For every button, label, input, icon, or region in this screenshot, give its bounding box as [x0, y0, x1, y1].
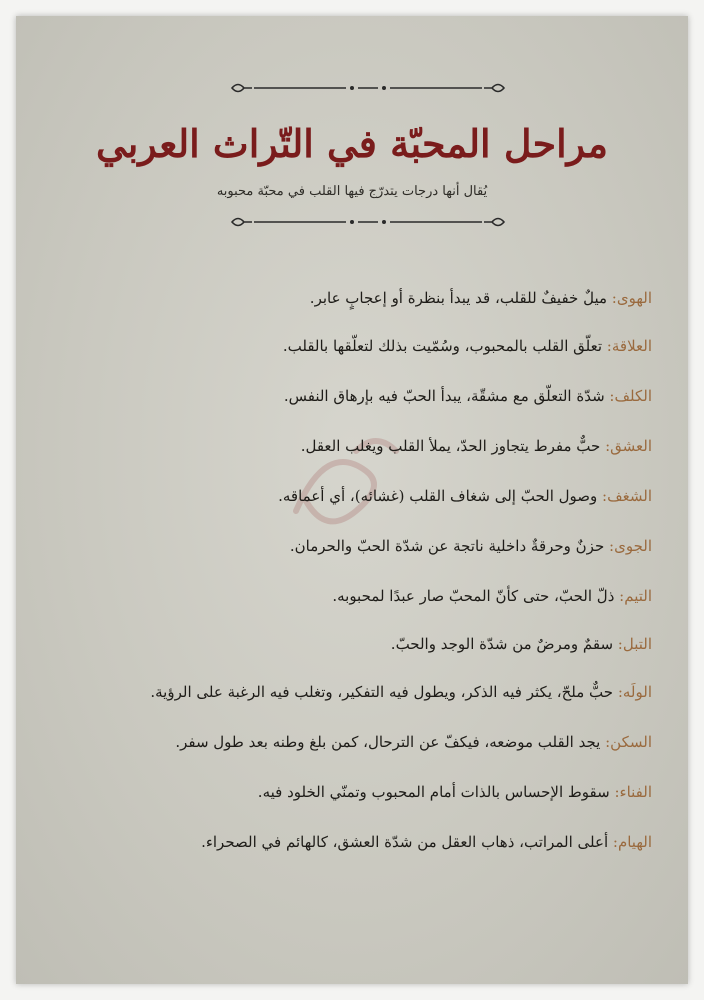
stages-list: [16, 16, 688, 984]
stage-description: حبٌّ مفرط يتجاوز الحدّ، يملأ القلب ويغلب العقل.: [300, 437, 601, 455]
stage-term: الشغف: [607, 487, 652, 505]
stage-item: الولَه: حبٌّ ملحّ، يكثر فيه الذكر، ويطول فيه التفكير، وتغلب فيه الرغبة على الرؤية.: [150, 683, 652, 701]
stage-term: الولَه: [622, 683, 652, 701]
stage-term: السكن: [610, 733, 652, 751]
stage-item: الهيام: أعلى المراتب، ذهاب العقل من شدّة العشق، كالهائم في الصحراء.: [201, 833, 652, 851]
stage-description: تعلّق القلب بالمحبوب، وسُمّيت بذلك لتعلّقها بالقلب.: [282, 337, 603, 355]
stage-description: حبٌّ ملحّ، يكثر فيه الذكر، ويطول فيه التفكير، وتغلب فيه الرغبة على الرؤية.: [150, 683, 614, 701]
stage-description: سقوط الإحساس بالذات أمام المحبوب وتمنّي الخلود فيه.: [257, 783, 610, 801]
stage-item: التيم: ذلّ الحبّ، حتى كأنّ المحبّ صار عبدًا لمحبوبه.: [332, 587, 652, 605]
stage-term: الفناء: [619, 783, 652, 801]
stage-term: التيم: [624, 587, 652, 605]
stage-term: العلاقة: [611, 337, 652, 355]
stage-term: الهيام: [617, 833, 652, 851]
page-title: مراحل المحبّة في التّراث العربي: [96, 121, 608, 166]
stage-term: العشق: [610, 437, 652, 455]
stage-item: الهوى: ميلٌ خفيفٌ للقلب، قد يبدأ بنظرة أو إعجابٍ عابر.: [309, 289, 652, 307]
stage-item: العلاقة: تعلّق القلب بالمحبوب، وسُمّيت بذلك لتعلّقها بالقلب.: [282, 337, 652, 355]
stage-description: أعلى المراتب، ذهاب العقل من شدّة العشق، كالهائم في الصحراء.: [201, 833, 609, 851]
stage-item: الفناء: سقوط الإحساس بالذات أمام المحبوب وتمنّي الخلود فيه.: [257, 783, 652, 801]
paper-page: [16, 16, 688, 984]
stage-term: الكلف: [614, 387, 652, 405]
page-subtitle: يُقال أنها درجات يتدرّج فيها القلب في محبّة محبوبه: [216, 184, 488, 199]
stage-term: الجوى: [614, 537, 652, 555]
stage-term: الهوى: [616, 289, 652, 307]
stage-description: حزنٌ وحرقةٌ داخلية ناتجة عن شدّة الحبّ والحرمان.: [289, 537, 605, 555]
stage-description: سقمٌ ومرضٌ من شدّة الوجد والحبّ.: [390, 635, 614, 653]
stage-item: الجوى: حزنٌ وحرقةٌ داخلية ناتجة عن شدّة الحبّ والحرمان.: [289, 537, 652, 555]
stage-description: وصول الحبّ إلى شغاف القلب (غشائه)، أي أعماقه.: [278, 487, 598, 505]
stage-item: العشق: حبٌّ مفرط يتجاوز الحدّ، يملأ القلب ويغلب العقل.: [300, 437, 652, 455]
stage-item: السكن: يجد القلب موضعه، فيكفّ عن الترحال، كمن بلغ وطنه بعد طول سفر.: [175, 733, 652, 751]
stage-description: شدّة التعلّق مع مشقّة، يبدأ الحبّ فيه بإرهاق النفس.: [283, 387, 605, 405]
stage-item: الكلف: شدّة التعلّق مع مشقّة، يبدأ الحبّ فيه بإرهاق النفس.: [283, 387, 652, 405]
stage-description: ميلٌ خفيفٌ للقلب، قد يبدأ بنظرة أو إعجابٍ عابر.: [309, 289, 608, 307]
stage-item: التبل: سقمٌ ومرضٌ من شدّة الوجد والحبّ.: [390, 635, 652, 653]
stage-term: التبل: [622, 635, 652, 653]
stage-description: ذلّ الحبّ، حتى كأنّ المحبّ صار عبدًا لمحبوبه.: [332, 587, 615, 605]
stage-description: يجد القلب موضعه، فيكفّ عن الترحال، كمن بلغ وطنه بعد طول سفر.: [175, 733, 601, 751]
stage-item: الشغف: وصول الحبّ إلى شغاف القلب (غشائه)، أي أعماقه.: [278, 487, 652, 505]
